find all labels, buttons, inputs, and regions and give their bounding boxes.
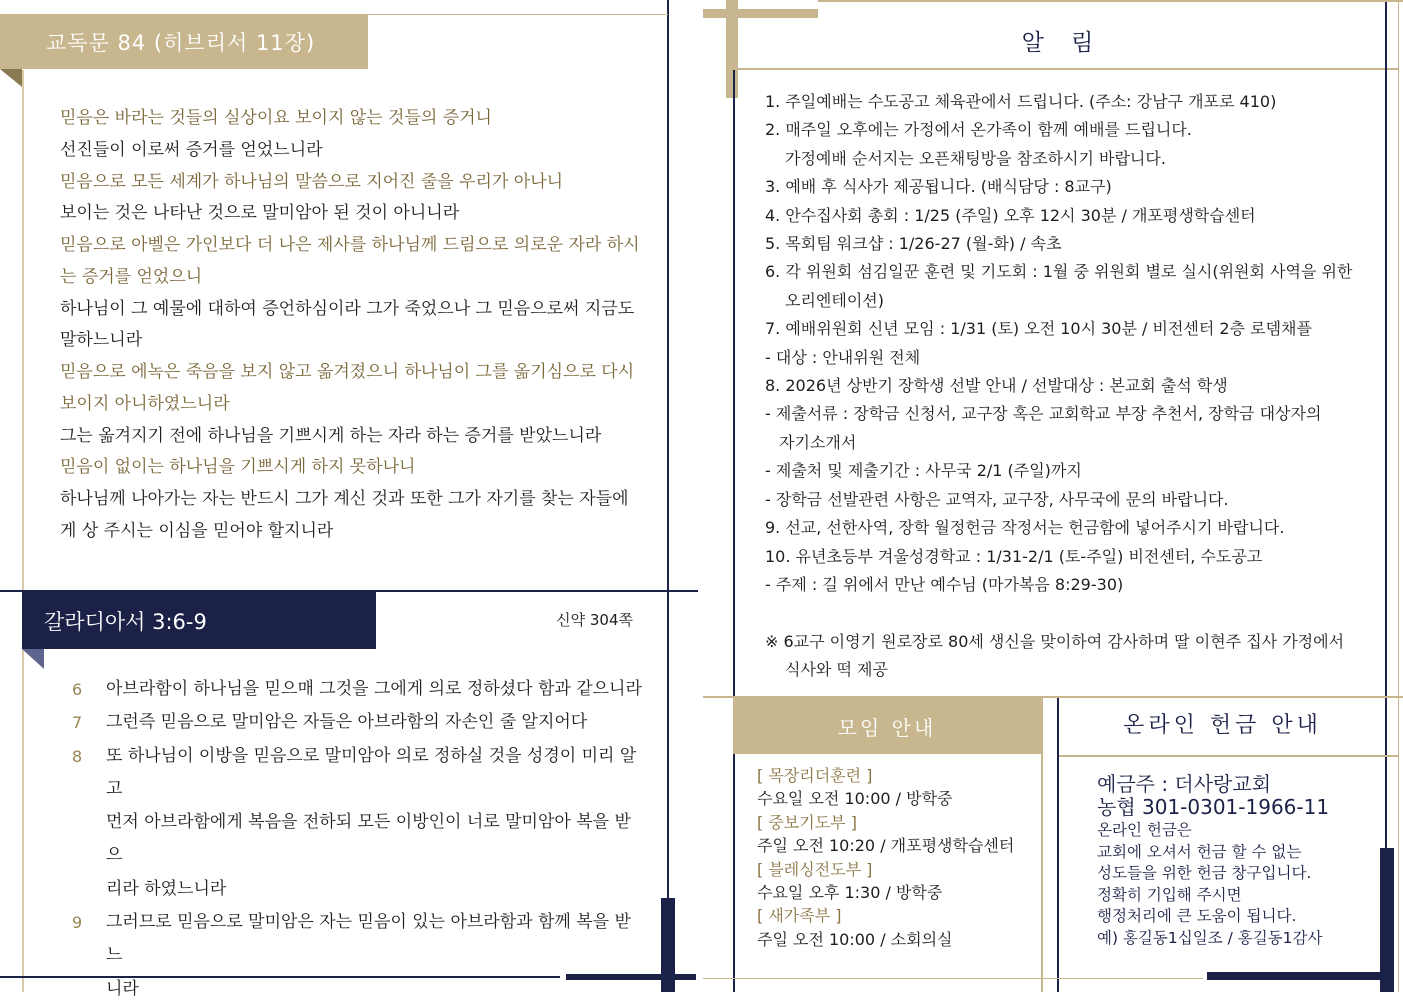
notice-line: 가정예배 순서지는 오픈채팅방을 참조하시기 바랍니다. — [785, 148, 1166, 168]
notice-line: 3. 예배 후 식사가 제공됩니다. (배식담당 : 8교구) — [765, 177, 1112, 197]
meeting-title: 모임 안내 — [733, 698, 1041, 754]
verse-line — [72, 806, 642, 873]
notice-line: - 장학금 선발관련 사항은 교역자, 교구장, 사무국에 문의 바랍니다. — [765, 489, 1229, 509]
notice-line: 식사와 떡 제공 — [785, 660, 888, 680]
online-offering-line: 예) 홍길동1십일조 / 홍길동1감사 — [1097, 928, 1323, 947]
notice-header-rule — [738, 68, 1398, 70]
reading-left-border — [22, 650, 24, 992]
notice-line: 10. 유년초등부 겨울성경학교 : 1/31-2/1 (토-주일) 비전센터, 수도공고 — [765, 546, 1263, 566]
meeting-detail: 주일 오전 10:20 / 개포평생학습센터 — [757, 836, 1015, 856]
litany-line-people: 하나님께 나아가는 자는 반드시 그가 계신 것과 또한 그가 자기를 찾는 자들에 — [60, 489, 629, 509]
verse-line — [72, 673, 642, 706]
meeting-detail: 수요일 오후 1:30 / 방학중 — [757, 883, 943, 903]
online-offering-line: 행정처리에 큰 도움이 됩니다. — [1097, 907, 1297, 925]
verse-text: 그러므로 믿음으로 말미암은 자는 믿음이 있는 아브라함과 함께 복을 받느 — [106, 912, 631, 966]
meeting-detail: 주일 오전 10:00 / 소회의실 — [757, 929, 953, 949]
online-offering-title: 온라인 헌금 안내 — [1123, 713, 1322, 738]
verse-number — [72, 806, 106, 873]
account-number: 농협 301-0301-1966-11 — [1097, 795, 1330, 819]
notice-line: - 대상 : 안내위원 전체 — [765, 347, 921, 367]
notice-line: 4. 안수집사회 총회 : 1/25 (주일) 오후 12시 30분 / 개포평생학습센터 — [765, 205, 1256, 225]
verse-text: 또 하나님이 이방을 믿음으로 말미암아 의로 정하실 것을 성경이 미리 알고 — [106, 745, 637, 799]
online-offering-line: 정확히 기입해 주시면 — [1097, 885, 1242, 904]
litany-title-fold — [0, 69, 22, 87]
left-panel-left-border — [22, 70, 24, 590]
account-holder: 예금주 : 더사랑교회 — [1097, 772, 1272, 796]
litany-line-leader: 믿음으로 아벨은 가인보다 더 나은 제사를 하나님께 드림으로 의로운 자라 하시 — [60, 235, 640, 255]
notice-line: 5. 목회팀 워크샵 : 1/26-27 (월-화) / 속초 — [765, 234, 1062, 254]
right-corner-bar-horizontal — [1207, 972, 1387, 980]
verse-text: 먼저 아브라함에게 복음을 전하되 모든 이방인이 너로 말미암아 복을 받으 — [106, 812, 631, 866]
reading-verses — [72, 673, 642, 1006]
verse-line — [72, 706, 642, 739]
verse-number: 7 — [72, 713, 83, 733]
verse-line — [72, 906, 642, 973]
meeting-label: [ 블레싱전도부 ] — [757, 859, 873, 879]
litany-line-leader: 믿음은 바라는 것들의 실상이요 보이지 않는 것들의 증거니 — [60, 108, 492, 128]
litany-line-leader: 믿음으로 모든 세계가 하나님의 말씀으로 지어진 줄을 우리가 아나니 — [60, 171, 564, 192]
meeting-label: [ 중보기도부 ] — [757, 812, 857, 832]
notice-line: 7. 예배위원회 신년 모임 : 1/31 (토) 오전 10시 30분 / 비전센터 2층 로뎀채플 — [765, 319, 1312, 339]
notice-line: - 제출서류 : 장학금 신청서, 교구장 혹은 교회학교 부장 추천서, 장학금 대상자의 — [765, 404, 1322, 424]
right-panel-right-border — [1385, 0, 1387, 992]
right-outer-edge — [1398, 0, 1399, 992]
litany-line-leader: 보이지 아니하였느니라 — [60, 393, 230, 414]
reading-title-fold — [22, 649, 44, 669]
notice-line — [765, 599, 1375, 627]
litany-line-leader: 는 증거를 얻었으니 — [60, 266, 203, 287]
litany-line-leader: 믿음이 없이는 하나님을 기쁘시게 하지 못하나니 — [60, 457, 416, 478]
right-panel-left-border — [733, 70, 735, 696]
notice-line: 오리엔테이션) — [785, 290, 884, 310]
right-corner-bar-vertical — [1380, 848, 1394, 992]
litany-line-people: 보이는 것은 나타난 것으로 말미암아 된 것이 아니니라 — [60, 203, 460, 224]
verse-text: 리라 하였느니라 — [106, 878, 227, 899]
online-box-left-border — [1057, 698, 1059, 992]
litany-line-people: 말하느니라 — [60, 330, 143, 351]
notice-line: ※ 6교구 이영기 원로장로 80세 생신을 맞이하여 감사하며 딸 이현주 집사 가정에서 — [765, 631, 1345, 651]
left-panel-right-border — [667, 0, 669, 992]
meeting-list — [757, 764, 1047, 951]
verse-text: 그런즉 믿음으로 말미암은 자들은 아브라함의 자손인 줄 알지어다 — [106, 712, 588, 733]
right-cross-horizontal — [703, 9, 818, 18]
meeting-detail: 수요일 오전 10:00 / 방학중 — [757, 789, 953, 809]
reading-title: 갈라디아서 3:6-9 — [22, 592, 376, 649]
right-top-edge — [818, 0, 1403, 2]
meeting-label: [ 새가족부 ] — [757, 906, 842, 926]
notice-list — [765, 88, 1375, 685]
online-offering-line: 성도들을 위한 헌금 창구입니다. — [1097, 864, 1312, 882]
notice-line: 자기소개서 — [779, 432, 857, 452]
verse-number: 8 — [72, 746, 83, 766]
verse-number: 6 — [72, 680, 83, 699]
verse-text: 니라 — [106, 978, 139, 999]
notice-line: - 주제 : 길 위에서 만난 예수님 (마가복음 8:29-30) — [765, 574, 1124, 594]
account-info — [1097, 773, 1329, 819]
notice-line: 2. 매주일 오후에는 가정에서 온가족이 함께 예배를 드립니다. — [765, 120, 1192, 140]
litany-title: 교독문 84 (히브리서 11장) — [0, 14, 368, 69]
verse-line — [72, 973, 642, 1006]
notice-line: 6. 각 위원회 섬김일꾼 훈련 및 기도회 : 1월 중 위원회 별로 실시(위원회 사역을 위한 — [765, 262, 1353, 282]
litany-line-people: 그는 옮겨지기 전에 하나님을 기쁘시게 하는 자라 하는 증거를 받았느니라 — [60, 425, 602, 446]
left-corner-bar-vertical — [661, 898, 675, 992]
notice-line: 1. 주일예배는 수도공고 체육관에서 드립니다. (주소: 강남구 개포로 410) — [765, 92, 1277, 111]
left-panel-top-border — [368, 14, 668, 15]
verse-number: 9 — [72, 913, 83, 933]
online-offering-description — [1097, 820, 1322, 949]
litany-line-people: 게 상 주시는 이심을 믿어야 할지니라 — [60, 520, 334, 541]
litany-line-people: 하나님이 그 예물에 대하여 증언하심이라 그가 죽었으나 그 믿음으로써 지금도 — [60, 298, 635, 319]
notice-title: 알 림 — [1021, 30, 1104, 56]
verse-line — [72, 740, 642, 807]
notice-line: - 제출처 및 제출기간 : 사무국 2/1 (주일)까지 — [765, 461, 1082, 481]
verse-line — [72, 873, 642, 906]
reading-page-reference: 신약 304쪽 — [556, 611, 633, 629]
verse-text: 아브라함이 하나님을 믿으매 그것을 그에게 의로 정하셨다 함과 같으니라 — [106, 679, 642, 699]
meeting-label: [ 목장리더훈련 ] — [757, 766, 873, 785]
litany-line-people: 선진들이 이로써 증거를 얻었느니라 — [60, 139, 323, 160]
online-title-rule — [1059, 755, 1399, 757]
online-offering-line: 교회에 오셔서 헌금 할 수 없는 — [1097, 842, 1302, 861]
right-bottom-border — [703, 978, 1203, 979]
notice-line: 9. 선교, 선한사역, 장학 월정헌금 작정서는 헌금함에 넣어주시기 바랍니다. — [765, 518, 1285, 538]
verse-number — [72, 973, 106, 1006]
notice-line: 8. 2026년 상반기 장학생 선발 안내 / 선발대상 : 본교회 출석 학생 — [765, 376, 1228, 396]
verse-number — [72, 873, 106, 906]
online-offering-line: 온라인 헌금은 — [1097, 821, 1192, 839]
litany-body — [60, 103, 650, 548]
litany-line-leader: 믿음으로 에녹은 죽음을 보지 않고 옮겨졌으니 하나님이 그를 옮기심으로 다시 — [60, 362, 635, 382]
